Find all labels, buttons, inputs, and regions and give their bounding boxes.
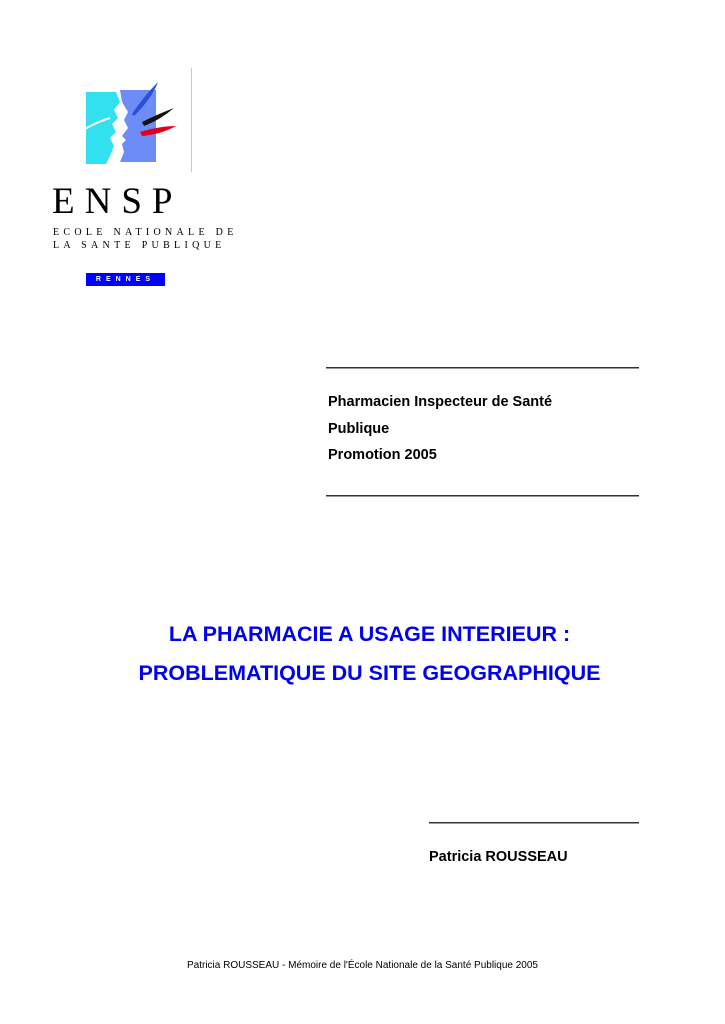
logo-subtitle-line-2: LA SANTE PUBLIQUE — [53, 240, 226, 251]
logo-subtitle-line-1: ECOLE NATIONALE DE — [53, 227, 238, 238]
program-top-rule — [326, 367, 639, 369]
author-name: Patricia ROUSSEAU — [429, 849, 568, 865]
document-title-line-1: LA PHARMACIE A USAGE INTERIEUR : — [168, 622, 571, 646]
logo-divider — [191, 68, 192, 172]
program-promotion: Promotion 2005 — [328, 447, 437, 463]
program-bottom-rule — [326, 495, 639, 497]
city-badge: RENNES — [86, 273, 165, 286]
page-footer: Patricia ROUSSEAU - Mémoire de l'École Nationale de la Santé Publique 2005 — [187, 960, 538, 971]
program-line-1: Pharmacien Inspecteur de Santé — [328, 394, 553, 410]
author-rule — [429, 822, 639, 824]
logo-wordmark: ENSP — [52, 181, 183, 222]
program-line-2: Publique — [328, 421, 390, 437]
logo-face-front-shape — [86, 92, 120, 164]
ensp-faces-logo-icon — [76, 80, 180, 166]
logo-face-back-shape — [120, 90, 156, 162]
document-title-line-2: PROBLEMATIQUE DU SITE GEOGRAPHIQUE — [138, 661, 601, 685]
